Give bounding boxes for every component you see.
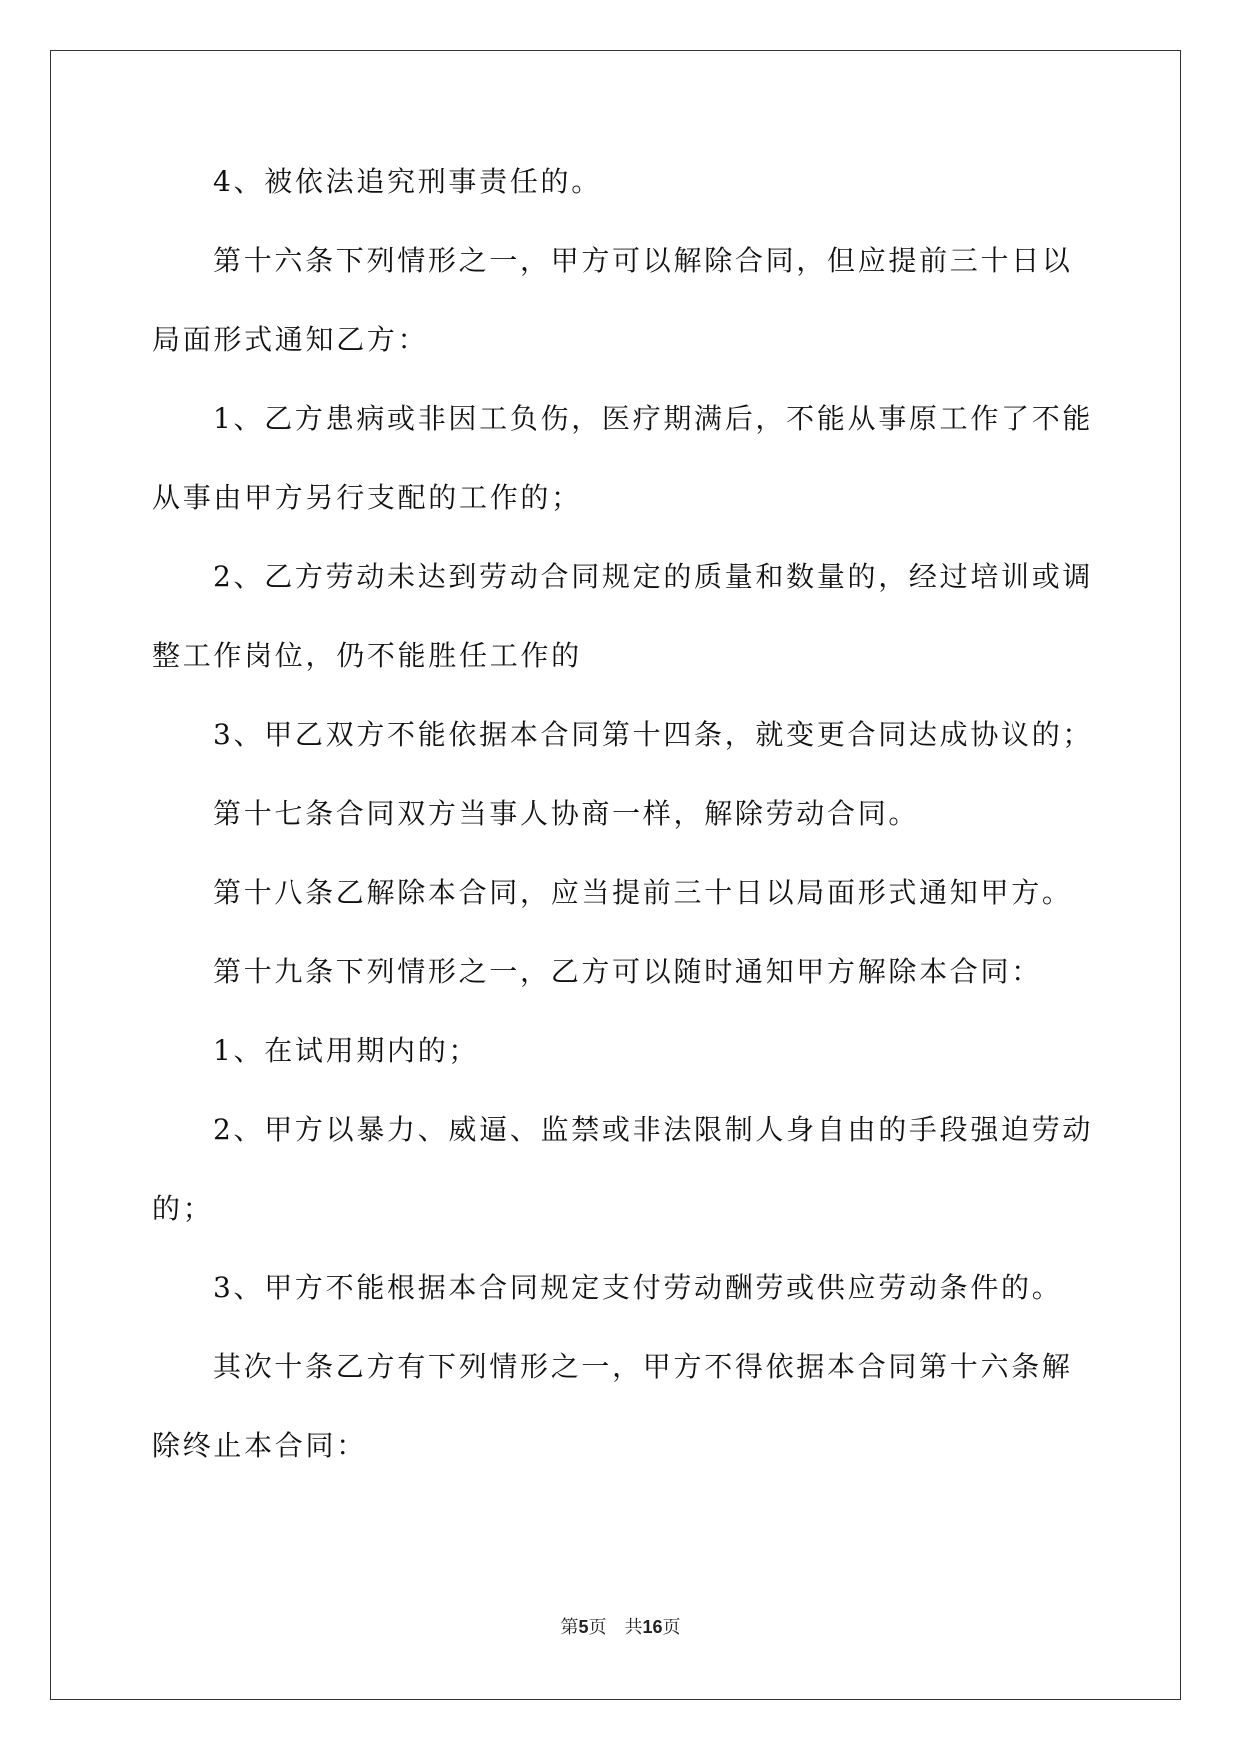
paragraph-line: 1、在试用期内的； <box>213 1034 480 1067</box>
paragraph-line: 第十六条下列情形之一，甲方可以解除合同，但应提前三十日以 <box>213 244 1073 277</box>
paragraph-line: 的； <box>152 1192 214 1225</box>
paragraph-line: 3、甲乙双方不能依据本合同第十四条，就变更合同达成协议的； <box>213 718 1094 751</box>
paragraph-line: 第十九条下列情形之一，乙方可以随时通知甲方解除本合同： <box>213 955 1042 988</box>
paragraph-line: 局面形式通知乙方： <box>152 323 429 356</box>
total-pages: 16 <box>642 1617 663 1637</box>
page-number: 5 <box>578 1617 589 1637</box>
paragraph-line: 2、乙方劳动未达到劳动合同规定的质量和数量的，经过培训或调 <box>213 560 1094 593</box>
paragraph-line: 除终止本合同： <box>152 1429 367 1462</box>
paragraph-line: 第十八条乙解除本合同，应当提前三十日以局面形式通知甲方。 <box>213 876 1073 909</box>
paragraph-line: 整工作岗位，仍不能胜任工作的 <box>152 639 582 672</box>
paragraph-line: 从事由甲方另行支配的工作的； <box>152 481 582 514</box>
page-prefix: 第 <box>560 1617 579 1638</box>
paragraph-line: 3、甲方不能根据本合同规定支付劳动酬劳或供应劳动条件的。 <box>213 1271 1063 1304</box>
total-prefix: 共 <box>624 1617 643 1638</box>
paragraph-line: 其次十条乙方有下列情形之一，甲方不得依据本合同第十六条解 <box>213 1350 1073 1383</box>
paragraph-line: 1、乙方患病或非因工负伤，医疗期满后，不能从事原工作了不能 <box>213 402 1094 435</box>
document-body <box>152 165 1094 1511</box>
total-suffix: 页 <box>662 1617 681 1638</box>
paragraph-line: 4、被依法追究刑事责任的。 <box>213 165 602 198</box>
page-footer <box>0 1613 1241 1639</box>
paragraph-line: 2、甲方以暴力、威逼、监禁或非法限制人身自由的手段强迫劳动 <box>213 1113 1094 1146</box>
paragraph-line: 第十七条合同双方当事人协商一样，解除劳动合同。 <box>213 797 920 830</box>
page-suffix: 页 <box>588 1617 607 1638</box>
